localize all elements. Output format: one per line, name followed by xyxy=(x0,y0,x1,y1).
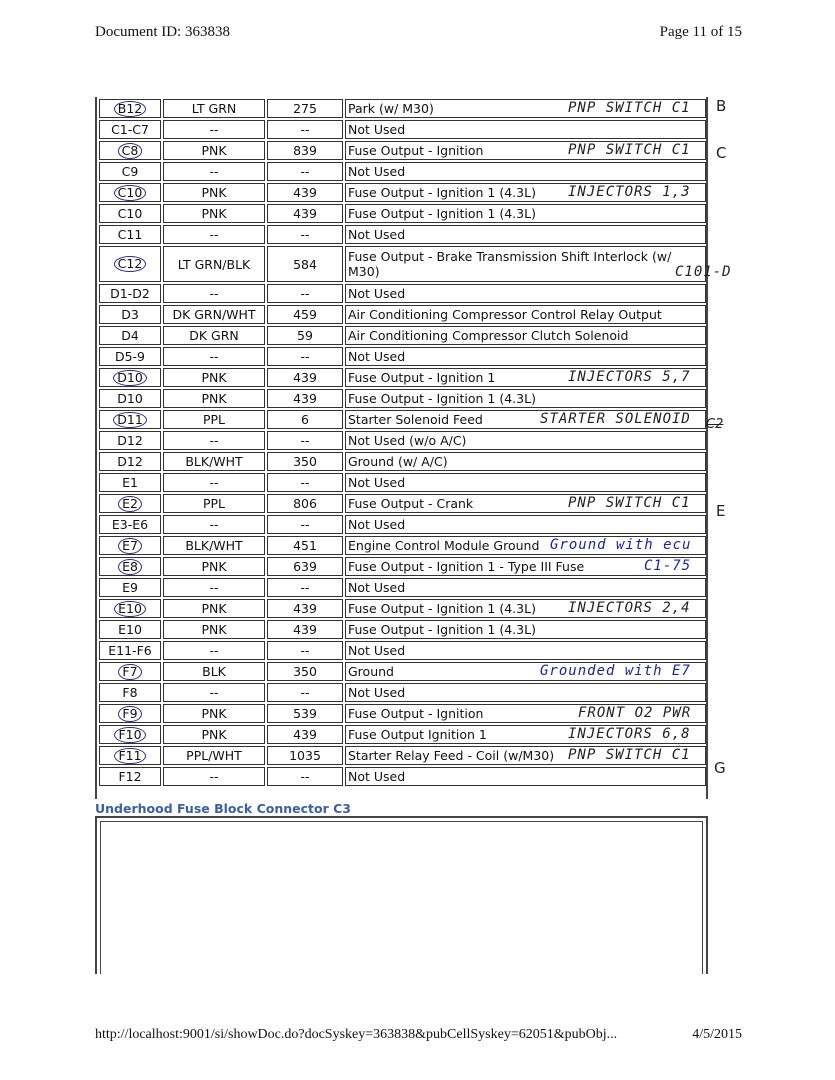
function-cell xyxy=(345,494,706,513)
wire-color-cell: -- xyxy=(163,683,265,702)
function-text: Fuse Output Ignition 1 xyxy=(348,727,487,742)
circuit-number-cell: 439 xyxy=(267,389,343,408)
function-cell xyxy=(345,452,706,471)
circled-pin-label: E7 xyxy=(118,538,142,554)
function-text: Not Used xyxy=(348,517,406,532)
circuit-number-cell: 459 xyxy=(267,305,343,324)
function-cell xyxy=(345,683,706,702)
function-cell xyxy=(345,410,706,429)
pin-label: C10 xyxy=(117,206,143,221)
wire-color-cell: PNK xyxy=(163,183,265,202)
circuit-number-cell: -- xyxy=(267,120,343,139)
pin-label: E10 xyxy=(118,622,142,637)
function-text: Fuse Output - Ignition 1 (4.3L) xyxy=(348,391,536,406)
pin-cell xyxy=(99,162,161,181)
pin-cell xyxy=(99,99,161,118)
table-row xyxy=(99,641,706,660)
circuit-number-cell: 59 xyxy=(267,326,343,345)
pin-cell xyxy=(99,767,161,786)
handwritten-note: STARTER SOLENOID xyxy=(540,411,691,427)
pin-cell xyxy=(99,641,161,660)
pin-label: D12 xyxy=(117,433,143,448)
table-row xyxy=(99,620,706,639)
margin-note-struck: C2 xyxy=(706,417,724,432)
handwritten-note: Grounded with E7 xyxy=(540,663,691,679)
table-row xyxy=(99,389,706,408)
function-cell xyxy=(345,368,706,387)
function-cell xyxy=(345,746,706,765)
circled-pin-label: C10 xyxy=(114,185,147,201)
function-cell xyxy=(345,347,706,366)
wire-color-cell: -- xyxy=(163,347,265,366)
circuit-number-cell: 439 xyxy=(267,368,343,387)
table-row xyxy=(99,162,706,181)
pin-cell xyxy=(99,536,161,555)
wire-color-cell: -- xyxy=(163,473,265,492)
function-text: Not Used xyxy=(348,286,406,301)
handwritten-note: C101-D xyxy=(675,264,732,280)
handwritten-note: PNP SWITCH C1 xyxy=(568,495,691,511)
circled-pin-label: E2 xyxy=(118,496,142,512)
function-text: Not Used xyxy=(348,227,406,242)
wire-color-cell: PPL xyxy=(163,494,265,513)
pin-cell xyxy=(99,452,161,471)
circled-pin-label: D10 xyxy=(113,370,147,386)
circuit-number-cell: -- xyxy=(267,578,343,597)
handwritten-note: C1-75 xyxy=(644,558,692,574)
pin-cell xyxy=(99,141,161,160)
table-row xyxy=(99,246,706,282)
circuit-number-cell: 275 xyxy=(267,99,343,118)
circuit-number-cell: -- xyxy=(267,683,343,702)
wire-color-cell: -- xyxy=(163,641,265,660)
table-row xyxy=(99,767,706,786)
footer-url: http://localhost:9001/si/showDoc.do?docSyskey=363838&pubCellSyskey=62051&pubObj... xyxy=(95,1027,618,1042)
table-row xyxy=(99,599,706,618)
pin-cell xyxy=(99,557,161,576)
circuit-number-cell: -- xyxy=(267,225,343,244)
wire-color-cell: PNK xyxy=(163,620,265,639)
pin-cell xyxy=(99,368,161,387)
function-text: Air Conditioning Compressor Control Relay Output xyxy=(348,307,662,322)
handwritten-note: INJECTORS 2,4 xyxy=(568,600,691,616)
handwritten-note: PNP SWITCH C1 xyxy=(568,747,691,763)
wire-color-cell: -- xyxy=(163,767,265,786)
function-cell xyxy=(345,389,706,408)
pin-label: E9 xyxy=(122,580,138,595)
table-row xyxy=(99,431,706,450)
section-title: Underhood Fuse Block Connector C3 xyxy=(95,801,351,816)
pin-label: C1-C7 xyxy=(111,122,149,137)
function-text: Fuse Output - Ignition 1 (4.3L) xyxy=(348,185,536,200)
pin-label: D5-9 xyxy=(114,349,146,364)
pin-label: F12 xyxy=(118,769,142,784)
pin-cell xyxy=(99,683,161,702)
function-cell xyxy=(345,662,706,681)
circuit-number-cell: 639 xyxy=(267,557,343,576)
pin-cell xyxy=(99,284,161,303)
empty-diagram-box xyxy=(95,816,708,974)
pin-cell xyxy=(99,120,161,139)
circuit-number-cell: -- xyxy=(267,641,343,660)
pin-cell xyxy=(99,225,161,244)
function-cell xyxy=(345,767,706,786)
function-text: Ground xyxy=(348,664,394,679)
pin-cell xyxy=(99,473,161,492)
circled-pin-label: F10 xyxy=(114,727,145,743)
function-cell xyxy=(345,620,706,639)
handwritten-note: INJECTORS 6,8 xyxy=(568,726,691,742)
pin-cell xyxy=(99,347,161,366)
wire-color-cell: DK GRN/WHT xyxy=(163,305,265,324)
circuit-number-cell: 806 xyxy=(267,494,343,513)
pin-cell xyxy=(99,431,161,450)
pin-label: D1-D2 xyxy=(110,286,150,301)
circled-pin-label: F11 xyxy=(114,748,145,764)
table-row xyxy=(99,452,706,471)
table-row xyxy=(99,410,706,429)
wire-color-cell: -- xyxy=(163,162,265,181)
circuit-number-cell: 439 xyxy=(267,599,343,618)
circuit-number-cell: 439 xyxy=(267,183,343,202)
table-row xyxy=(99,578,706,597)
function-text: Not Used xyxy=(348,769,406,784)
circuit-number-cell: 1035 xyxy=(267,746,343,765)
wire-color-cell: LT GRN xyxy=(163,99,265,118)
circled-pin-label: F9 xyxy=(118,706,141,722)
circuit-number-cell: 451 xyxy=(267,536,343,555)
function-cell xyxy=(345,515,706,534)
function-text: Air Conditioning Compressor Clutch Solenoid xyxy=(348,328,629,343)
wire-color-cell: BLK/WHT xyxy=(163,452,265,471)
table-row xyxy=(99,120,706,139)
pin-cell xyxy=(99,704,161,723)
function-text: Engine Control Module Ground xyxy=(348,538,540,553)
handwritten-note: Ground with ecu xyxy=(550,537,692,553)
function-text: Not Used xyxy=(348,475,406,490)
wire-color-cell: -- xyxy=(163,578,265,597)
function-text: Park (w/ M30) xyxy=(348,101,434,116)
empty-diagram-box-inner xyxy=(100,821,703,974)
table-row xyxy=(99,225,706,244)
function-cell xyxy=(345,246,732,282)
function-cell xyxy=(345,141,706,160)
function-text: Not Used xyxy=(348,580,406,595)
wire-color-cell: PNK xyxy=(163,557,265,576)
pin-cell xyxy=(99,389,161,408)
page-number: Page 11 of 15 xyxy=(659,24,742,40)
wire-color-cell: PNK xyxy=(163,725,265,744)
pin-label: E11-F6 xyxy=(108,643,152,658)
function-text: Fuse Output - Crank xyxy=(348,496,474,511)
function-cell xyxy=(345,725,706,744)
function-cell xyxy=(345,120,706,139)
table-row xyxy=(99,473,706,492)
pin-cell xyxy=(99,620,161,639)
table-row xyxy=(99,746,706,765)
margin-note-e: E xyxy=(716,502,726,520)
pin-label: E1 xyxy=(122,475,138,490)
margin-note-b: B xyxy=(716,97,727,115)
function-cell xyxy=(345,284,706,303)
wire-color-cell: PNK xyxy=(163,704,265,723)
table-row xyxy=(99,494,706,513)
pin-cell xyxy=(99,410,161,429)
function-cell xyxy=(345,183,706,202)
pin-label: D3 xyxy=(121,307,139,322)
pin-cell xyxy=(99,246,161,282)
wire-color-cell: PNK xyxy=(163,368,265,387)
pin-cell xyxy=(99,326,161,345)
table-row xyxy=(99,368,706,387)
circled-pin-label: F7 xyxy=(118,664,141,680)
circuit-number-cell: -- xyxy=(267,431,343,450)
pin-label: D4 xyxy=(121,328,139,343)
wire-color-cell: BLK xyxy=(163,662,265,681)
handwritten-note: FRONT O2 PWR xyxy=(578,705,692,721)
circuit-number-cell: -- xyxy=(267,767,343,786)
function-text: Not Used xyxy=(348,643,406,658)
function-cell xyxy=(345,204,706,223)
pin-label: D10 xyxy=(117,391,143,406)
function-cell xyxy=(345,326,706,345)
function-text: Ground (w/ A/C) xyxy=(348,454,448,469)
function-cell xyxy=(345,473,706,492)
pin-cell xyxy=(99,204,161,223)
circuit-number-cell: 539 xyxy=(267,704,343,723)
table-row xyxy=(99,183,706,202)
margin-note-g: G xyxy=(714,759,726,777)
table-row xyxy=(99,704,706,723)
pin-label: C9 xyxy=(121,164,139,179)
table-row xyxy=(99,536,706,555)
pin-label: F8 xyxy=(122,685,138,700)
table-row xyxy=(99,305,706,324)
function-cell xyxy=(345,536,706,555)
circuit-number-cell: -- xyxy=(267,284,343,303)
circuit-number-cell: 439 xyxy=(267,204,343,223)
function-text: Fuse Output - Ignition 1 - Type III Fuse xyxy=(348,559,585,574)
function-text: Fuse Output - Ignition 1 (4.3L) xyxy=(348,206,536,221)
function-cell xyxy=(345,578,706,597)
circuit-number-cell: 584 xyxy=(267,246,343,282)
function-cell xyxy=(345,557,706,576)
document-id: Document ID: 363838 xyxy=(95,24,230,40)
wire-color-cell: PNK xyxy=(163,204,265,223)
circled-pin-label: E10 xyxy=(114,601,146,617)
table-row xyxy=(99,99,706,118)
function-text: Not Used xyxy=(348,349,406,364)
handwritten-note: PNP SWITCH C1 xyxy=(568,142,691,158)
function-text: Fuse Output - Ignition 1 xyxy=(348,370,496,385)
pin-cell xyxy=(99,494,161,513)
wire-color-cell: PNK xyxy=(163,599,265,618)
handwritten-note: PNP SWITCH C1 xyxy=(568,100,691,116)
circuit-number-cell: 6 xyxy=(267,410,343,429)
circuit-number-cell: 439 xyxy=(267,620,343,639)
function-text: Fuse Output - Brake Transmission Shift Interlock (w/ M30) xyxy=(348,249,672,279)
function-text: Fuse Output - Ignition xyxy=(348,143,484,158)
table-row xyxy=(99,141,706,160)
function-text: Not Used xyxy=(348,122,406,137)
circuit-number-cell: 839 xyxy=(267,141,343,160)
circled-pin-label: E8 xyxy=(118,559,142,575)
wire-color-cell: -- xyxy=(163,225,265,244)
table-row xyxy=(99,204,706,223)
function-cell xyxy=(345,99,706,118)
handwritten-note: INJECTORS 1,3 xyxy=(568,184,691,200)
function-text: Not Used xyxy=(348,164,406,179)
pin-cell xyxy=(99,599,161,618)
wire-color-cell: PNK xyxy=(163,141,265,160)
circuit-number-cell: -- xyxy=(267,347,343,366)
wire-color-cell: PPL xyxy=(163,410,265,429)
function-cell xyxy=(345,162,706,181)
wire-color-cell: -- xyxy=(163,431,265,450)
pin-cell xyxy=(99,725,161,744)
function-cell xyxy=(345,599,706,618)
pin-cell xyxy=(99,662,161,681)
function-text: Fuse Output - Ignition xyxy=(348,706,484,721)
handwritten-note: INJECTORS 5,7 xyxy=(568,369,691,385)
pin-label: D12 xyxy=(117,454,143,469)
wire-color-cell: -- xyxy=(163,515,265,534)
circuit-number-cell: 350 xyxy=(267,452,343,471)
pin-label: C11 xyxy=(117,227,143,242)
pin-cell xyxy=(99,746,161,765)
function-cell xyxy=(345,431,706,450)
table-row xyxy=(99,284,706,303)
circled-pin-label: C12 xyxy=(114,256,147,272)
pin-cell xyxy=(99,305,161,324)
table-row xyxy=(99,515,706,534)
table-row xyxy=(99,557,706,576)
function-text: Fuse Output - Ignition 1 (4.3L) xyxy=(348,601,536,616)
circuit-number-cell: -- xyxy=(267,473,343,492)
pin-label: E3-E6 xyxy=(111,517,149,532)
pin-cell xyxy=(99,183,161,202)
wire-color-cell: -- xyxy=(163,284,265,303)
wire-color-cell: BLK/WHT xyxy=(163,536,265,555)
table-row xyxy=(99,662,706,681)
function-text: Fuse Output - Ignition 1 (4.3L) xyxy=(348,622,536,637)
table-row xyxy=(99,326,706,345)
wire-color-cell: PPL/WHT xyxy=(163,746,265,765)
function-text: Not Used (w/o A/C) xyxy=(348,433,467,448)
wire-color-cell: DK GRN xyxy=(163,326,265,345)
function-text: Starter Solenoid Feed xyxy=(348,412,483,427)
circled-pin-label: D11 xyxy=(113,412,147,428)
function-cell xyxy=(345,704,706,723)
circled-pin-label: C8 xyxy=(118,143,143,159)
function-cell xyxy=(345,225,706,244)
margin-note-c: C xyxy=(716,144,727,162)
circuit-number-cell: -- xyxy=(267,515,343,534)
circled-pin-label: B12 xyxy=(114,101,146,117)
footer-date: 4/5/2015 xyxy=(692,1027,742,1042)
function-text: Not Used xyxy=(348,685,406,700)
function-cell xyxy=(345,305,706,324)
circuit-number-cell: -- xyxy=(267,162,343,181)
pin-cell xyxy=(99,578,161,597)
pin-cell xyxy=(99,515,161,534)
circuit-number-cell: 439 xyxy=(267,725,343,744)
function-text: Starter Relay Feed - Coil (w/M30) xyxy=(348,748,555,763)
circuit-number-cell: 350 xyxy=(267,662,343,681)
function-cell xyxy=(345,641,706,660)
table-row xyxy=(99,683,706,702)
table-row xyxy=(99,347,706,366)
wire-color-cell: -- xyxy=(163,120,265,139)
wire-color-cell: PNK xyxy=(163,389,265,408)
table-row xyxy=(99,725,706,744)
wire-color-cell: LT GRN/BLK xyxy=(163,246,265,282)
